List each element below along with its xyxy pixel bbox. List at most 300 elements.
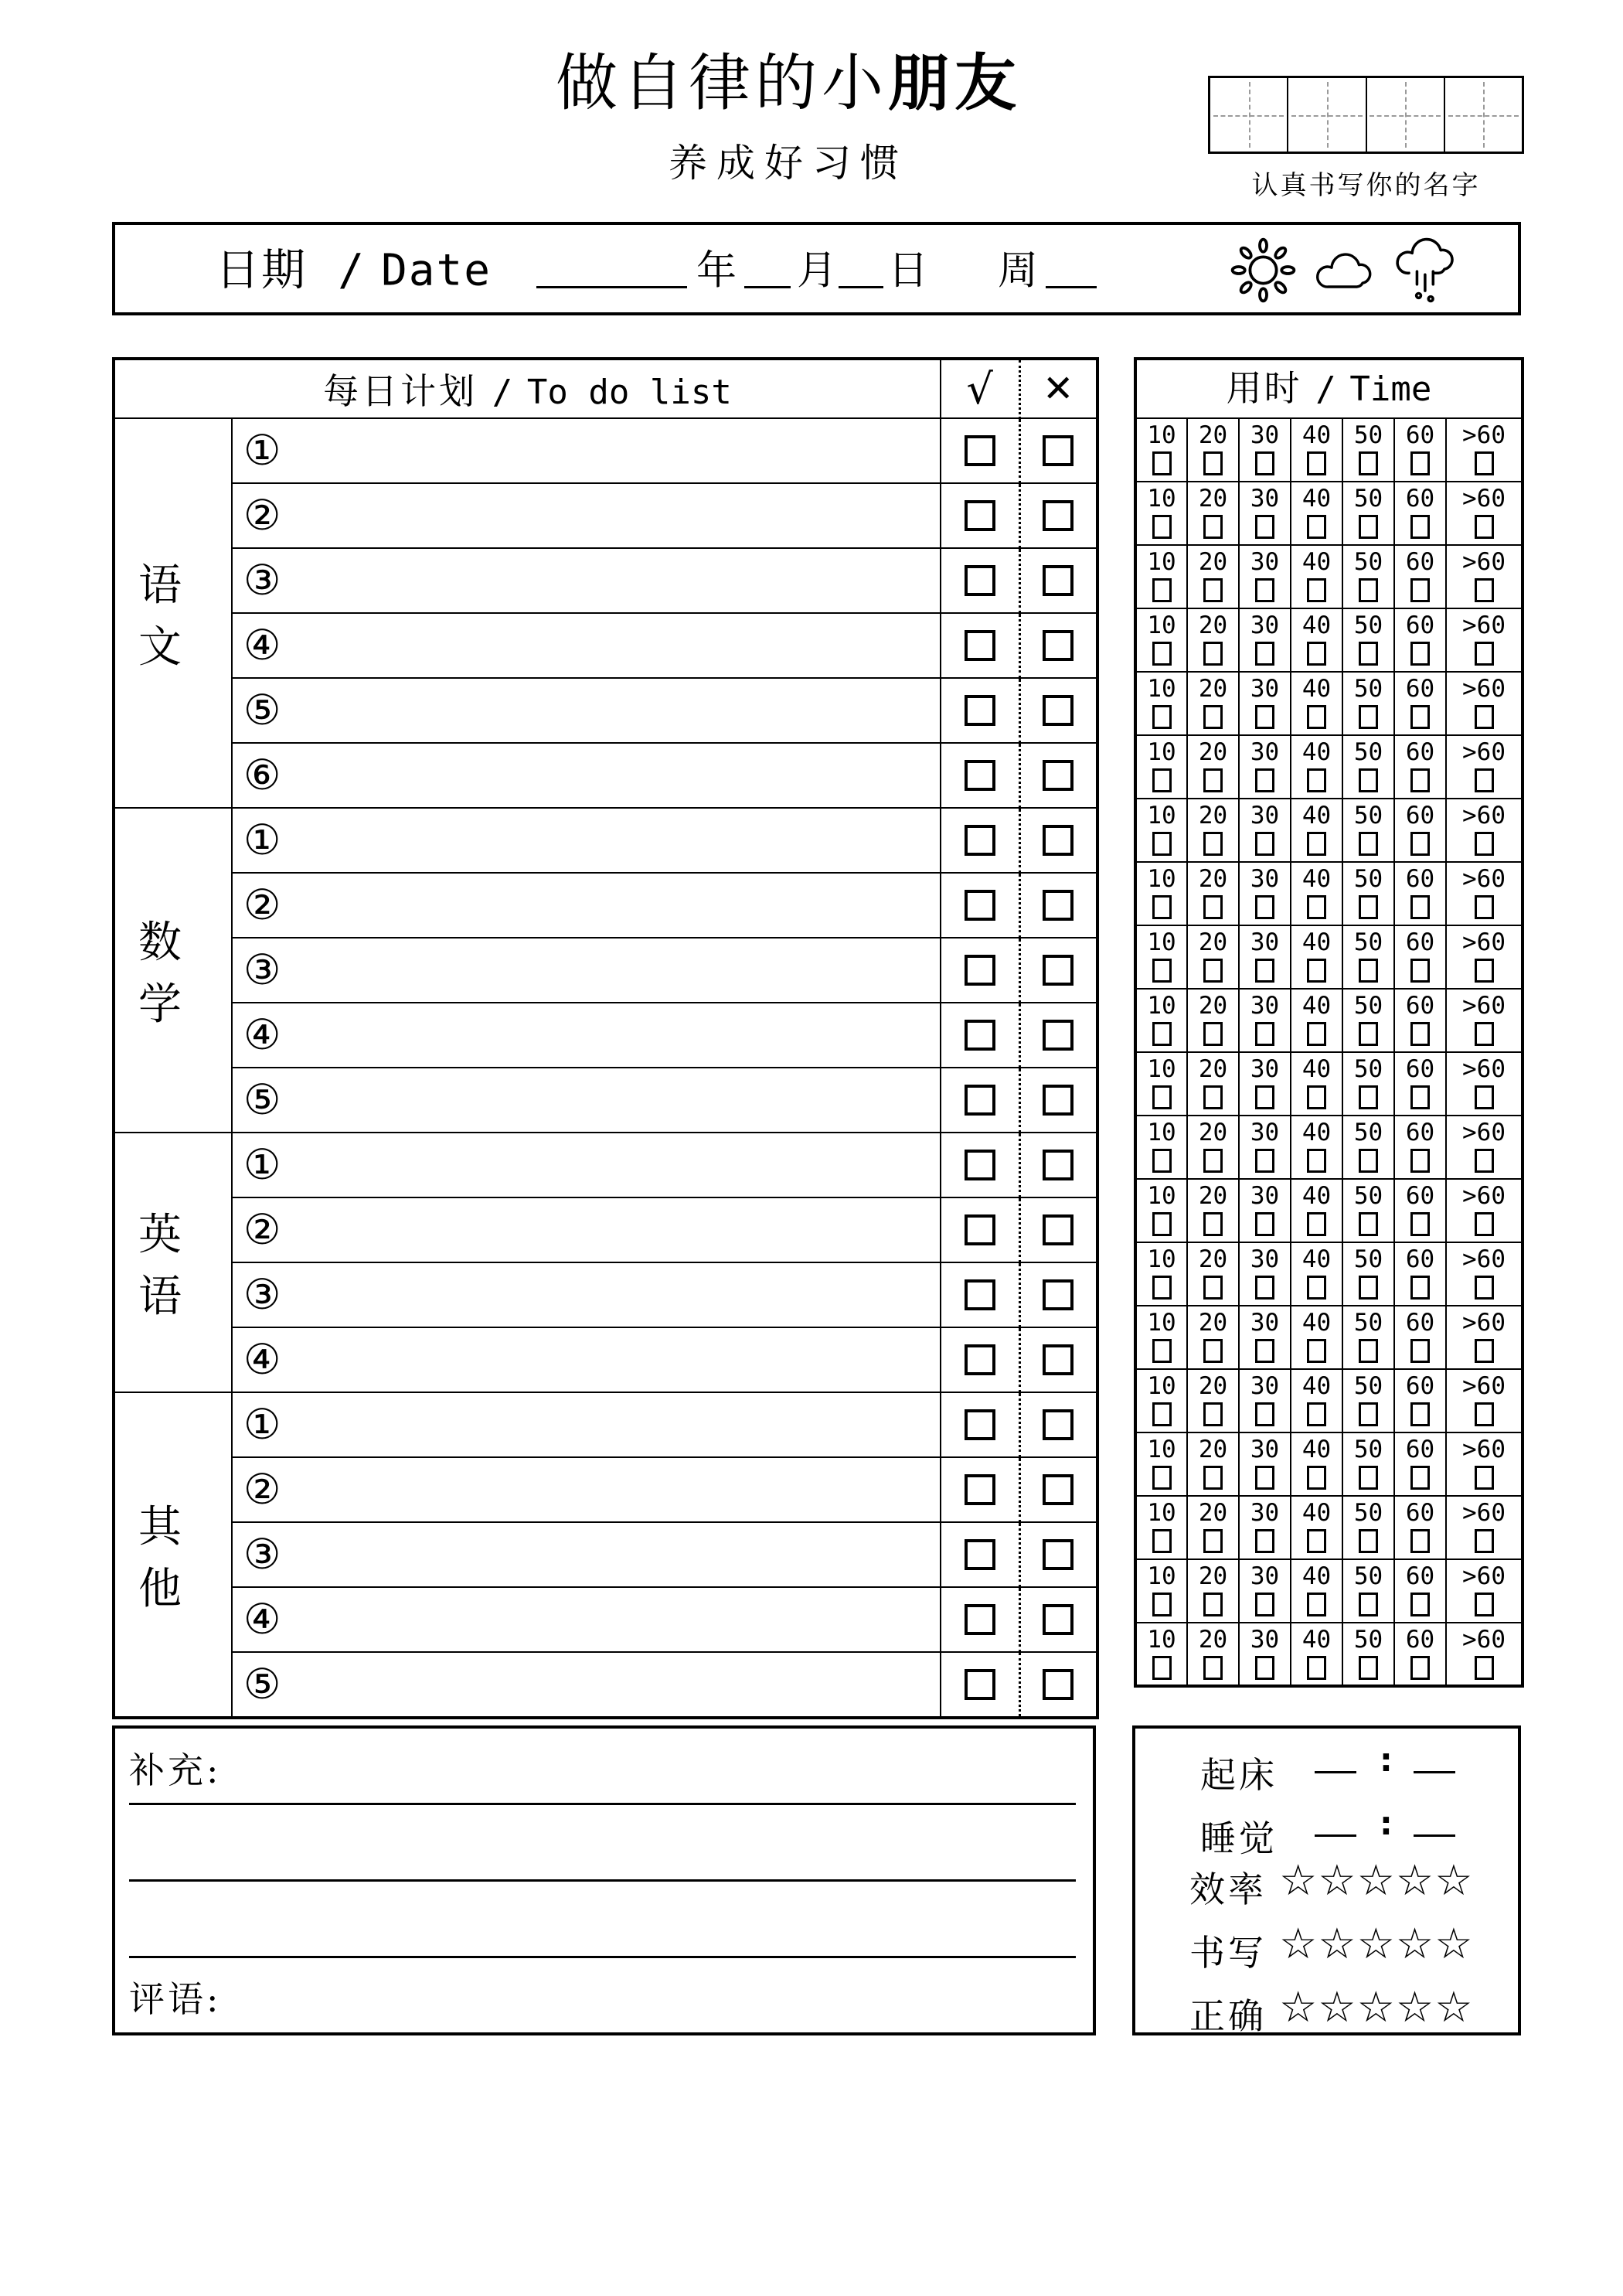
time-option-label: >60 xyxy=(1462,1119,1506,1146)
time-checkbox[interactable] xyxy=(1307,768,1326,792)
time-checkbox[interactable] xyxy=(1410,451,1430,475)
not-done-checkbox[interactable] xyxy=(1043,565,1073,596)
time-checkbox[interactable] xyxy=(1475,1339,1494,1363)
time-checkbox[interactable] xyxy=(1255,1656,1274,1680)
time-checkbox[interactable] xyxy=(1307,832,1326,856)
time-checkbox[interactable] xyxy=(1307,895,1326,919)
task-write-area[interactable] xyxy=(233,1328,940,1392)
time-checkbox[interactable] xyxy=(1255,1022,1274,1046)
time-option-cell xyxy=(1187,482,1239,545)
task-cell[interactable] xyxy=(232,808,941,873)
task-cell[interactable] xyxy=(232,1652,941,1718)
done-checkbox[interactable] xyxy=(965,435,995,466)
time-checkbox[interactable] xyxy=(1359,768,1378,792)
time-option-label: 50 xyxy=(1353,548,1383,576)
task-number-badge: ① xyxy=(243,1400,281,1449)
time-checkbox[interactable] xyxy=(1152,768,1172,792)
time-checkbox[interactable] xyxy=(1475,1276,1494,1300)
time-checkbox[interactable] xyxy=(1475,1593,1494,1616)
subject-cell-数学: 数学 xyxy=(114,808,232,1133)
not-done-checkbox[interactable] xyxy=(1043,630,1073,661)
time-checkbox[interactable] xyxy=(1410,1276,1430,1300)
time-checkbox[interactable] xyxy=(1255,1593,1274,1616)
time-option-cell xyxy=(1239,989,1291,1052)
time-option-label: 10 xyxy=(1147,1309,1176,1337)
time-checkbox[interactable] xyxy=(1359,959,1378,983)
task-cell[interactable] xyxy=(232,678,941,743)
not-done-checkbox[interactable] xyxy=(1043,500,1073,531)
time-checkbox[interactable] xyxy=(1152,451,1172,475)
task-write-area[interactable] xyxy=(233,1588,940,1651)
not-done-checkbox[interactable] xyxy=(1043,1344,1073,1375)
time-checkbox[interactable] xyxy=(1410,1149,1430,1173)
time-checkbox[interactable] xyxy=(1475,1149,1494,1173)
time-option-cell xyxy=(1239,1179,1291,1242)
not-done-checkbox[interactable] xyxy=(1043,1669,1073,1700)
time-checkbox[interactable] xyxy=(1359,1656,1378,1680)
time-checkbox[interactable] xyxy=(1359,515,1378,539)
time-option-cell xyxy=(1291,1432,1342,1496)
task-cell[interactable] xyxy=(232,483,941,548)
task-number-badge: ⑤ xyxy=(243,686,281,734)
time-checkbox[interactable] xyxy=(1475,1656,1494,1680)
time-checkbox[interactable] xyxy=(1203,1339,1223,1363)
time-checkbox[interactable] xyxy=(1255,768,1274,792)
time-checkbox[interactable] xyxy=(1203,1593,1223,1616)
time-checkbox[interactable] xyxy=(1152,895,1172,919)
not-done-checkbox[interactable] xyxy=(1043,825,1073,856)
week-blank[interactable] xyxy=(1046,286,1097,288)
task-cell[interactable] xyxy=(232,1133,941,1197)
not-done-checkbox[interactable] xyxy=(1043,1409,1073,1440)
time-checkbox[interactable] xyxy=(1307,642,1326,666)
task-write-area[interactable] xyxy=(233,1523,940,1586)
task-write-area[interactable] xyxy=(233,1263,940,1327)
time-option-label: 60 xyxy=(1405,1499,1435,1527)
done-checkbox[interactable] xyxy=(965,1474,995,1505)
time-checkbox[interactable] xyxy=(1152,1593,1172,1616)
time-checkbox[interactable] xyxy=(1410,895,1430,919)
time-checkbox[interactable] xyxy=(1152,705,1172,729)
time-checkbox[interactable] xyxy=(1203,832,1223,856)
time-option-cell xyxy=(1342,989,1394,1052)
time-checkbox[interactable] xyxy=(1475,1085,1494,1109)
sun-icon[interactable] xyxy=(1227,233,1300,307)
time-checkbox[interactable] xyxy=(1359,1276,1378,1300)
task-write-area[interactable] xyxy=(233,1653,940,1716)
time-checkbox[interactable] xyxy=(1307,451,1326,475)
done-checkbox[interactable] xyxy=(965,565,995,596)
time-checkbox[interactable] xyxy=(1152,1022,1172,1046)
not-done-checkbox[interactable] xyxy=(1043,1279,1073,1310)
time-checkbox[interactable] xyxy=(1475,1529,1494,1553)
name-box-cell[interactable] xyxy=(1210,78,1287,152)
time-option-label: 50 xyxy=(1353,802,1383,829)
time-checkbox[interactable] xyxy=(1410,1339,1430,1363)
time-checkbox[interactable] xyxy=(1359,1149,1378,1173)
task-cell[interactable] xyxy=(232,1068,941,1133)
todo-row xyxy=(114,1068,1097,1133)
not-done-checkbox[interactable] xyxy=(1043,1150,1073,1180)
time-checkbox[interactable] xyxy=(1203,515,1223,539)
not-done-checkbox[interactable] xyxy=(1043,1474,1073,1505)
time-option-label: 20 xyxy=(1198,802,1228,829)
time-checkbox[interactable] xyxy=(1255,1466,1274,1490)
day-blank[interactable] xyxy=(839,286,883,288)
check-cell xyxy=(941,1003,1019,1068)
not-done-checkbox[interactable] xyxy=(1043,1539,1073,1570)
time-checkbox[interactable] xyxy=(1359,1339,1378,1363)
time-checkbox[interactable] xyxy=(1307,1402,1326,1426)
task-write-area[interactable] xyxy=(233,1003,940,1067)
time-checkbox[interactable] xyxy=(1255,1529,1274,1553)
todo-row xyxy=(114,1003,1097,1068)
time-checkbox[interactable] xyxy=(1203,1529,1223,1553)
done-checkbox[interactable] xyxy=(965,1344,995,1375)
time-checkbox[interactable] xyxy=(1410,642,1430,666)
time-checkbox[interactable] xyxy=(1307,705,1326,729)
task-cell[interactable] xyxy=(232,548,941,613)
rating-stars[interactable]: ☆☆☆☆☆ xyxy=(1279,1919,1474,1968)
time-checkbox[interactable] xyxy=(1255,451,1274,475)
task-write-area[interactable] xyxy=(233,614,940,677)
time-checkbox[interactable] xyxy=(1203,578,1223,602)
notes-box xyxy=(112,1725,1096,2035)
task-cell[interactable] xyxy=(232,1262,941,1327)
done-checkbox[interactable] xyxy=(965,1214,995,1245)
time-checkbox[interactable] xyxy=(1410,1022,1430,1046)
time-checkbox[interactable] xyxy=(1203,1085,1223,1109)
rating-stars[interactable]: ☆☆☆☆☆ xyxy=(1279,1855,1474,1905)
task-cell[interactable] xyxy=(232,1392,941,1457)
done-checkbox[interactable] xyxy=(965,1409,995,1440)
check-cell xyxy=(941,548,1019,613)
time-checkbox[interactable] xyxy=(1255,1149,1274,1173)
task-cell[interactable] xyxy=(232,613,941,678)
time-checkbox[interactable] xyxy=(1475,1022,1494,1046)
cross-cell xyxy=(1019,1392,1097,1457)
time-checkbox[interactable] xyxy=(1410,1402,1430,1426)
time-checkbox[interactable] xyxy=(1152,1466,1172,1490)
year-blank[interactable] xyxy=(536,286,687,288)
time-checkbox[interactable] xyxy=(1255,1339,1274,1363)
time-checkbox[interactable] xyxy=(1359,1085,1378,1109)
sleep-hour-blank[interactable] xyxy=(1315,1834,1356,1837)
time-checkbox[interactable] xyxy=(1307,1022,1326,1046)
time-checkbox[interactable] xyxy=(1255,515,1274,539)
time-option-label: 50 xyxy=(1353,675,1383,703)
wake-minute-blank[interactable] xyxy=(1414,1771,1455,1773)
time-checkbox[interactable] xyxy=(1255,895,1274,919)
notes-blank-line[interactable] xyxy=(129,1879,1076,1882)
time-option-label: >60 xyxy=(1462,1309,1506,1337)
sleep-minute-blank[interactable] xyxy=(1414,1834,1455,1837)
time-checkbox[interactable] xyxy=(1410,1656,1430,1680)
time-checkbox[interactable] xyxy=(1359,1529,1378,1553)
time-checkbox[interactable] xyxy=(1359,1466,1378,1490)
time-checkbox[interactable] xyxy=(1203,959,1223,983)
time-checkbox[interactable] xyxy=(1410,1529,1430,1553)
task-cell[interactable] xyxy=(232,938,941,1003)
time-option-cell xyxy=(1187,1432,1239,1496)
time-checkbox[interactable] xyxy=(1152,1339,1172,1363)
done-checkbox[interactable] xyxy=(965,630,995,661)
time-checkbox[interactable] xyxy=(1255,578,1274,602)
time-checkbox[interactable] xyxy=(1359,578,1378,602)
task-write-area[interactable] xyxy=(233,809,940,872)
time-checkbox[interactable] xyxy=(1475,642,1494,666)
notes-blank-line[interactable] xyxy=(129,1803,1076,1805)
task-cell[interactable] xyxy=(232,1587,941,1652)
time-header-row xyxy=(1135,359,1523,418)
time-checkbox[interactable] xyxy=(1307,515,1326,539)
time-row xyxy=(1135,608,1523,672)
time-checkbox[interactable] xyxy=(1359,1212,1378,1236)
time-checkbox[interactable] xyxy=(1203,1149,1223,1173)
todo-row xyxy=(114,743,1097,808)
done-checkbox[interactable] xyxy=(965,890,995,921)
time-option-label: 10 xyxy=(1147,992,1176,1020)
name-box-cell[interactable] xyxy=(1287,78,1365,152)
done-checkbox[interactable] xyxy=(965,695,995,726)
task-cell[interactable] xyxy=(232,1003,941,1068)
time-checkbox[interactable] xyxy=(1307,959,1326,983)
todo-row xyxy=(114,938,1097,1003)
time-option-cell xyxy=(1135,1052,1187,1116)
time-checkbox[interactable] xyxy=(1307,1212,1326,1236)
time-checkbox[interactable] xyxy=(1475,768,1494,792)
time-checkbox[interactable] xyxy=(1307,578,1326,602)
time-checkbox[interactable] xyxy=(1255,832,1274,856)
notes-blank-line[interactable] xyxy=(129,1956,1076,1958)
time-checkbox[interactable] xyxy=(1152,1149,1172,1173)
time-checkbox[interactable] xyxy=(1152,1212,1172,1236)
task-write-area[interactable] xyxy=(233,1133,940,1197)
time-checkbox[interactable] xyxy=(1410,768,1430,792)
task-write-area[interactable] xyxy=(233,1393,940,1456)
time-option-label: 20 xyxy=(1198,1499,1228,1527)
time-checkbox[interactable] xyxy=(1203,451,1223,475)
time-checkbox[interactable] xyxy=(1307,1149,1326,1173)
time-checkbox[interactable] xyxy=(1255,1402,1274,1426)
time-checkbox[interactable] xyxy=(1203,1276,1223,1300)
time-checkbox[interactable] xyxy=(1410,1593,1430,1616)
time-checkbox[interactable] xyxy=(1475,1466,1494,1490)
time-checkbox[interactable] xyxy=(1410,832,1430,856)
time-option-label: 60 xyxy=(1405,928,1435,956)
time-checkbox[interactable] xyxy=(1203,1022,1223,1046)
time-option-cell xyxy=(1239,1496,1291,1559)
time-checkbox[interactable] xyxy=(1152,515,1172,539)
time-checkbox[interactable] xyxy=(1307,1529,1326,1553)
time-option-label: 30 xyxy=(1250,992,1280,1020)
time-checkbox[interactable] xyxy=(1359,1022,1378,1046)
check-column-header: √ xyxy=(941,359,1019,418)
task-cell[interactable] xyxy=(232,418,941,483)
time-checkbox[interactable] xyxy=(1152,832,1172,856)
done-checkbox[interactable] xyxy=(965,1539,995,1570)
time-option-cell xyxy=(1239,418,1291,482)
time-checkbox[interactable] xyxy=(1203,642,1223,666)
done-checkbox[interactable] xyxy=(965,1085,995,1116)
not-done-checkbox[interactable] xyxy=(1043,1085,1073,1116)
done-checkbox[interactable] xyxy=(965,1279,995,1310)
time-checkbox[interactable] xyxy=(1307,1276,1326,1300)
time-checkbox[interactable] xyxy=(1255,642,1274,666)
name-box-cell[interactable] xyxy=(1366,78,1444,152)
task-cell[interactable] xyxy=(232,1327,941,1392)
time-option-cell xyxy=(1291,1369,1342,1432)
task-cell[interactable] xyxy=(232,1457,941,1522)
time-option-cell xyxy=(1135,672,1187,735)
time-checkbox[interactable] xyxy=(1359,705,1378,729)
time-checkbox[interactable] xyxy=(1152,1276,1172,1300)
time-option-cell xyxy=(1394,1179,1446,1242)
not-done-checkbox[interactable] xyxy=(1043,1604,1073,1635)
time-checkbox[interactable] xyxy=(1203,1402,1223,1426)
time-checkbox[interactable] xyxy=(1410,959,1430,983)
rain-icon[interactable] xyxy=(1392,231,1463,307)
not-done-checkbox[interactable] xyxy=(1043,760,1073,791)
time-checkbox[interactable] xyxy=(1475,895,1494,919)
time-checkbox[interactable] xyxy=(1152,1085,1172,1109)
task-write-area[interactable] xyxy=(233,549,940,612)
time-checkbox[interactable] xyxy=(1359,1593,1378,1616)
wake-hour-blank[interactable] xyxy=(1315,1771,1356,1773)
task-write-area[interactable] xyxy=(233,744,940,807)
time-option-label: 20 xyxy=(1198,1119,1228,1146)
time-checkbox[interactable] xyxy=(1255,1212,1274,1236)
time-checkbox[interactable] xyxy=(1359,642,1378,666)
time-checkbox[interactable] xyxy=(1475,515,1494,539)
task-write-area[interactable] xyxy=(233,938,940,1002)
time-checkbox[interactable] xyxy=(1307,1656,1326,1680)
time-checkbox[interactable] xyxy=(1475,451,1494,475)
time-checkbox[interactable] xyxy=(1475,1212,1494,1236)
time-option-cell xyxy=(1135,482,1187,545)
time-option-cell xyxy=(1239,1623,1291,1686)
time-option-label: >60 xyxy=(1462,865,1506,893)
time-checkbox[interactable] xyxy=(1307,1593,1326,1616)
time-checkbox[interactable] xyxy=(1152,1529,1172,1553)
done-checkbox[interactable] xyxy=(965,760,995,791)
time-checkbox[interactable] xyxy=(1307,1085,1326,1109)
time-checkbox[interactable] xyxy=(1359,451,1378,475)
time-option-label: 40 xyxy=(1301,1309,1332,1337)
time-row xyxy=(1135,1179,1523,1242)
rating-stars[interactable]: ☆☆☆☆☆ xyxy=(1279,1982,1474,2032)
time-option-label: 30 xyxy=(1250,548,1280,576)
time-option-label: 60 xyxy=(1405,865,1435,893)
time-checkbox[interactable] xyxy=(1359,832,1378,856)
time-checkbox[interactable] xyxy=(1475,959,1494,983)
time-checkbox[interactable] xyxy=(1255,1276,1274,1300)
time-checkbox[interactable] xyxy=(1410,705,1430,729)
not-done-checkbox[interactable] xyxy=(1043,1020,1073,1051)
time-option-label: 40 xyxy=(1301,802,1332,829)
time-checkbox[interactable] xyxy=(1203,895,1223,919)
not-done-checkbox[interactable] xyxy=(1043,955,1073,986)
todo-row xyxy=(114,1587,1097,1652)
cloud-icon[interactable] xyxy=(1312,245,1380,295)
task-write-area[interactable] xyxy=(233,1198,940,1262)
time-option-label: 60 xyxy=(1405,1436,1435,1463)
done-checkbox[interactable] xyxy=(965,1150,995,1180)
task-cell[interactable] xyxy=(232,1197,941,1262)
done-checkbox[interactable] xyxy=(965,1604,995,1635)
time-option-label: 30 xyxy=(1250,1499,1280,1527)
time-checkbox[interactable] xyxy=(1203,1466,1223,1490)
task-write-area[interactable] xyxy=(233,874,940,937)
time-option-cell xyxy=(1187,1242,1239,1306)
time-checkbox[interactable] xyxy=(1410,515,1430,539)
time-checkbox[interactable] xyxy=(1152,959,1172,983)
time-checkbox[interactable] xyxy=(1152,642,1172,666)
time-option-label: 30 xyxy=(1250,675,1280,703)
time-checkbox[interactable] xyxy=(1410,578,1430,602)
time-checkbox[interactable] xyxy=(1475,705,1494,729)
done-checkbox[interactable] xyxy=(965,955,995,986)
month-blank[interactable] xyxy=(744,286,791,288)
task-cell[interactable] xyxy=(232,873,941,938)
time-checkbox[interactable] xyxy=(1203,1656,1223,1680)
done-checkbox[interactable] xyxy=(965,1669,995,1700)
time-checkbox[interactable] xyxy=(1203,705,1223,729)
done-checkbox[interactable] xyxy=(965,1020,995,1051)
time-checkbox[interactable] xyxy=(1152,578,1172,602)
time-checkbox[interactable] xyxy=(1255,1085,1274,1109)
time-checkbox[interactable] xyxy=(1203,768,1223,792)
task-write-area[interactable] xyxy=(233,419,940,482)
time-checkbox[interactable] xyxy=(1410,1212,1430,1236)
task-write-area[interactable] xyxy=(233,484,940,547)
task-cell[interactable] xyxy=(232,743,941,808)
time-option-cell xyxy=(1446,1432,1523,1496)
todo-header-title: 每日计划 / To do list xyxy=(114,359,941,418)
time-checkbox[interactable] xyxy=(1359,895,1378,919)
time-checkbox[interactable] xyxy=(1152,1402,1172,1426)
time-checkbox[interactable] xyxy=(1475,1402,1494,1426)
time-option-cell xyxy=(1394,735,1446,799)
time-checkbox[interactable] xyxy=(1359,1402,1378,1426)
time-option-label: 60 xyxy=(1405,421,1435,449)
time-checkbox[interactable] xyxy=(1475,832,1494,856)
time-checkbox[interactable] xyxy=(1410,1466,1430,1490)
task-write-area[interactable] xyxy=(233,1068,940,1132)
time-checkbox[interactable] xyxy=(1475,578,1494,602)
time-option-label: 60 xyxy=(1405,1372,1435,1400)
task-write-area[interactable] xyxy=(233,679,940,742)
done-checkbox[interactable] xyxy=(965,500,995,531)
time-option-cell xyxy=(1394,925,1446,989)
todo-row xyxy=(114,418,1097,483)
name-box-cell[interactable] xyxy=(1444,78,1522,152)
time-checkbox[interactable] xyxy=(1307,1339,1326,1363)
task-write-area[interactable] xyxy=(233,1458,940,1521)
not-done-checkbox[interactable] xyxy=(1043,435,1073,466)
time-checkbox[interactable] xyxy=(1307,1466,1326,1490)
time-checkbox[interactable] xyxy=(1255,959,1274,983)
not-done-checkbox[interactable] xyxy=(1043,695,1073,726)
time-checkbox[interactable] xyxy=(1410,1085,1430,1109)
done-checkbox[interactable] xyxy=(965,825,995,856)
time-checkbox[interactable] xyxy=(1255,705,1274,729)
not-done-checkbox[interactable] xyxy=(1043,1214,1073,1245)
time-checkbox[interactable] xyxy=(1203,1212,1223,1236)
time-checkbox[interactable] xyxy=(1152,1656,1172,1680)
not-done-checkbox[interactable] xyxy=(1043,890,1073,921)
task-cell[interactable] xyxy=(232,1522,941,1587)
